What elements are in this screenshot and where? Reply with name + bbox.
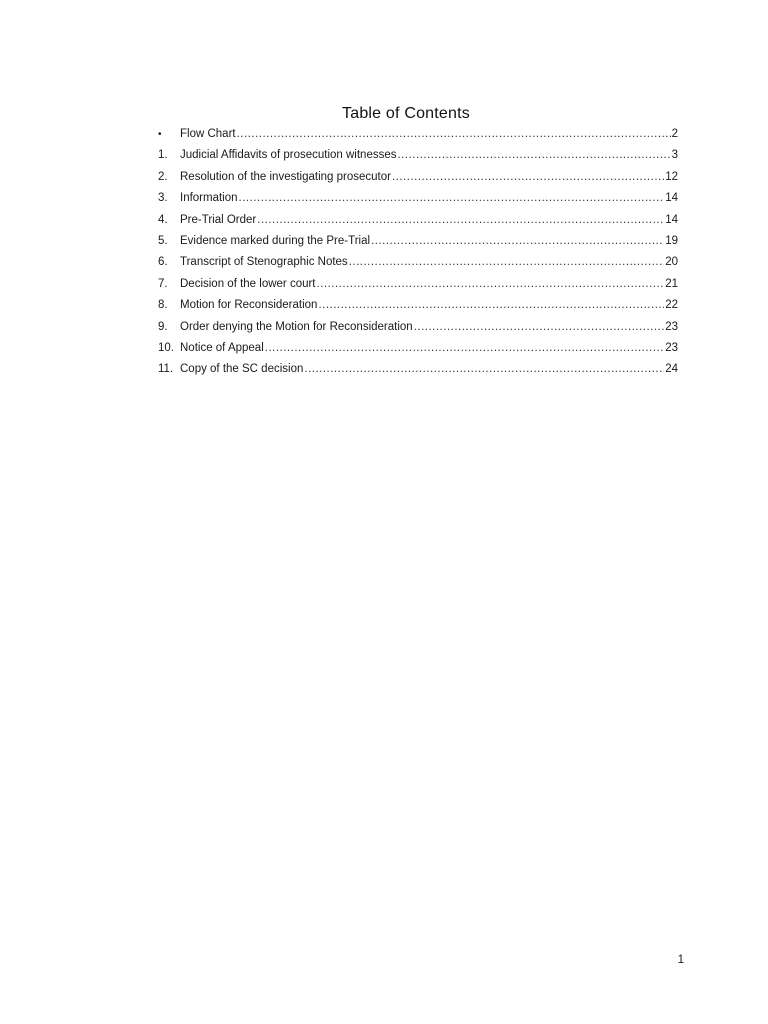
toc-entry-label: Information (180, 192, 238, 205)
toc-entry-label: Decision of the lower court (180, 277, 316, 290)
toc-entry-page: 24 (665, 363, 678, 376)
toc-entry-sc-decision[interactable] (158, 359, 678, 380)
toc-entry-number: 7. (158, 277, 168, 290)
toc-entry-number: 4. (158, 213, 168, 226)
toc-entry-information[interactable] (158, 188, 678, 209)
toc-entry-label: Notice of Appeal (180, 341, 264, 354)
toc-entry-order-denying[interactable] (158, 317, 678, 338)
toc-entry-decision[interactable] (158, 274, 678, 295)
toc-entry-number: 11. (158, 363, 174, 376)
toc-entry-page: 14 (665, 192, 678, 205)
dot-leader (304, 359, 664, 380)
bullet-icon: • (158, 129, 162, 140)
page-number: 1 (677, 954, 684, 966)
toc-entry-page: 2 (671, 128, 678, 140)
toc-entry-label: Flow Chart (180, 128, 236, 140)
toc-entry-page: 23 (665, 320, 678, 333)
toc-entry-number: 10. (158, 341, 174, 354)
toc-entry-judicial-affidavits[interactable] (158, 145, 678, 166)
toc-entry-page: 21 (665, 277, 678, 290)
toc-title: Table of Contents (342, 105, 470, 122)
dot-leader (317, 274, 665, 295)
toc-entry-motion[interactable] (158, 295, 678, 316)
toc-entry-page: 12 (665, 170, 678, 183)
toc-entry-pre-trial-order[interactable] (158, 210, 678, 231)
toc-entry-notice-of-appeal[interactable] (158, 338, 678, 359)
toc-entry-number: 8. (158, 299, 168, 312)
dot-leader (397, 145, 670, 166)
dot-leader (414, 317, 665, 338)
toc-entry-page: 22 (665, 299, 678, 312)
dot-leader (265, 338, 664, 359)
toc-entry-number: 2. (158, 170, 168, 183)
toc-entry-page: 19 (665, 234, 678, 247)
toc-entry-page: 14 (665, 213, 678, 226)
dot-leader (371, 231, 664, 252)
toc-entry-transcript[interactable] (158, 252, 678, 273)
toc-entry-label: Judicial Affidavits of prosecution witnesses (180, 149, 397, 162)
toc-entry-label: Pre-Trial Order (180, 213, 257, 226)
dot-leader (237, 124, 671, 145)
dot-leader (392, 167, 664, 188)
dot-leader (239, 188, 665, 209)
toc-entry-label: Transcript of Stenographic Notes (180, 256, 348, 269)
toc-entry-number: 1. (158, 149, 168, 162)
toc-entry-label: Motion for Reconsideration (180, 299, 318, 312)
toc-entry-label: Evidence marked during the Pre-Trial (180, 234, 371, 247)
toc-entry-page: 3 (671, 149, 678, 162)
dot-leader (349, 252, 665, 273)
toc-entry-evidence[interactable] (158, 231, 678, 252)
toc-entry-number: 9. (158, 320, 168, 333)
toc-list (158, 124, 678, 381)
toc-entry-resolution[interactable] (158, 167, 678, 188)
toc-entry-label: Resolution of the investigating prosecutor (180, 170, 391, 183)
toc-entry-page: 23 (665, 341, 678, 354)
toc-entry-number: 6. (158, 256, 168, 269)
toc-entry-number: 3. (158, 192, 168, 205)
toc-entry-label: Order denying the Motion for Reconsideration (180, 320, 413, 333)
toc-entry-flow-chart[interactable] (158, 124, 678, 145)
dot-leader (318, 295, 664, 316)
dot-leader (257, 210, 664, 231)
toc-entry-page: 20 (665, 256, 678, 269)
toc-entry-label: Copy of the SC decision (180, 363, 304, 376)
toc-entry-number: 5. (158, 234, 168, 247)
